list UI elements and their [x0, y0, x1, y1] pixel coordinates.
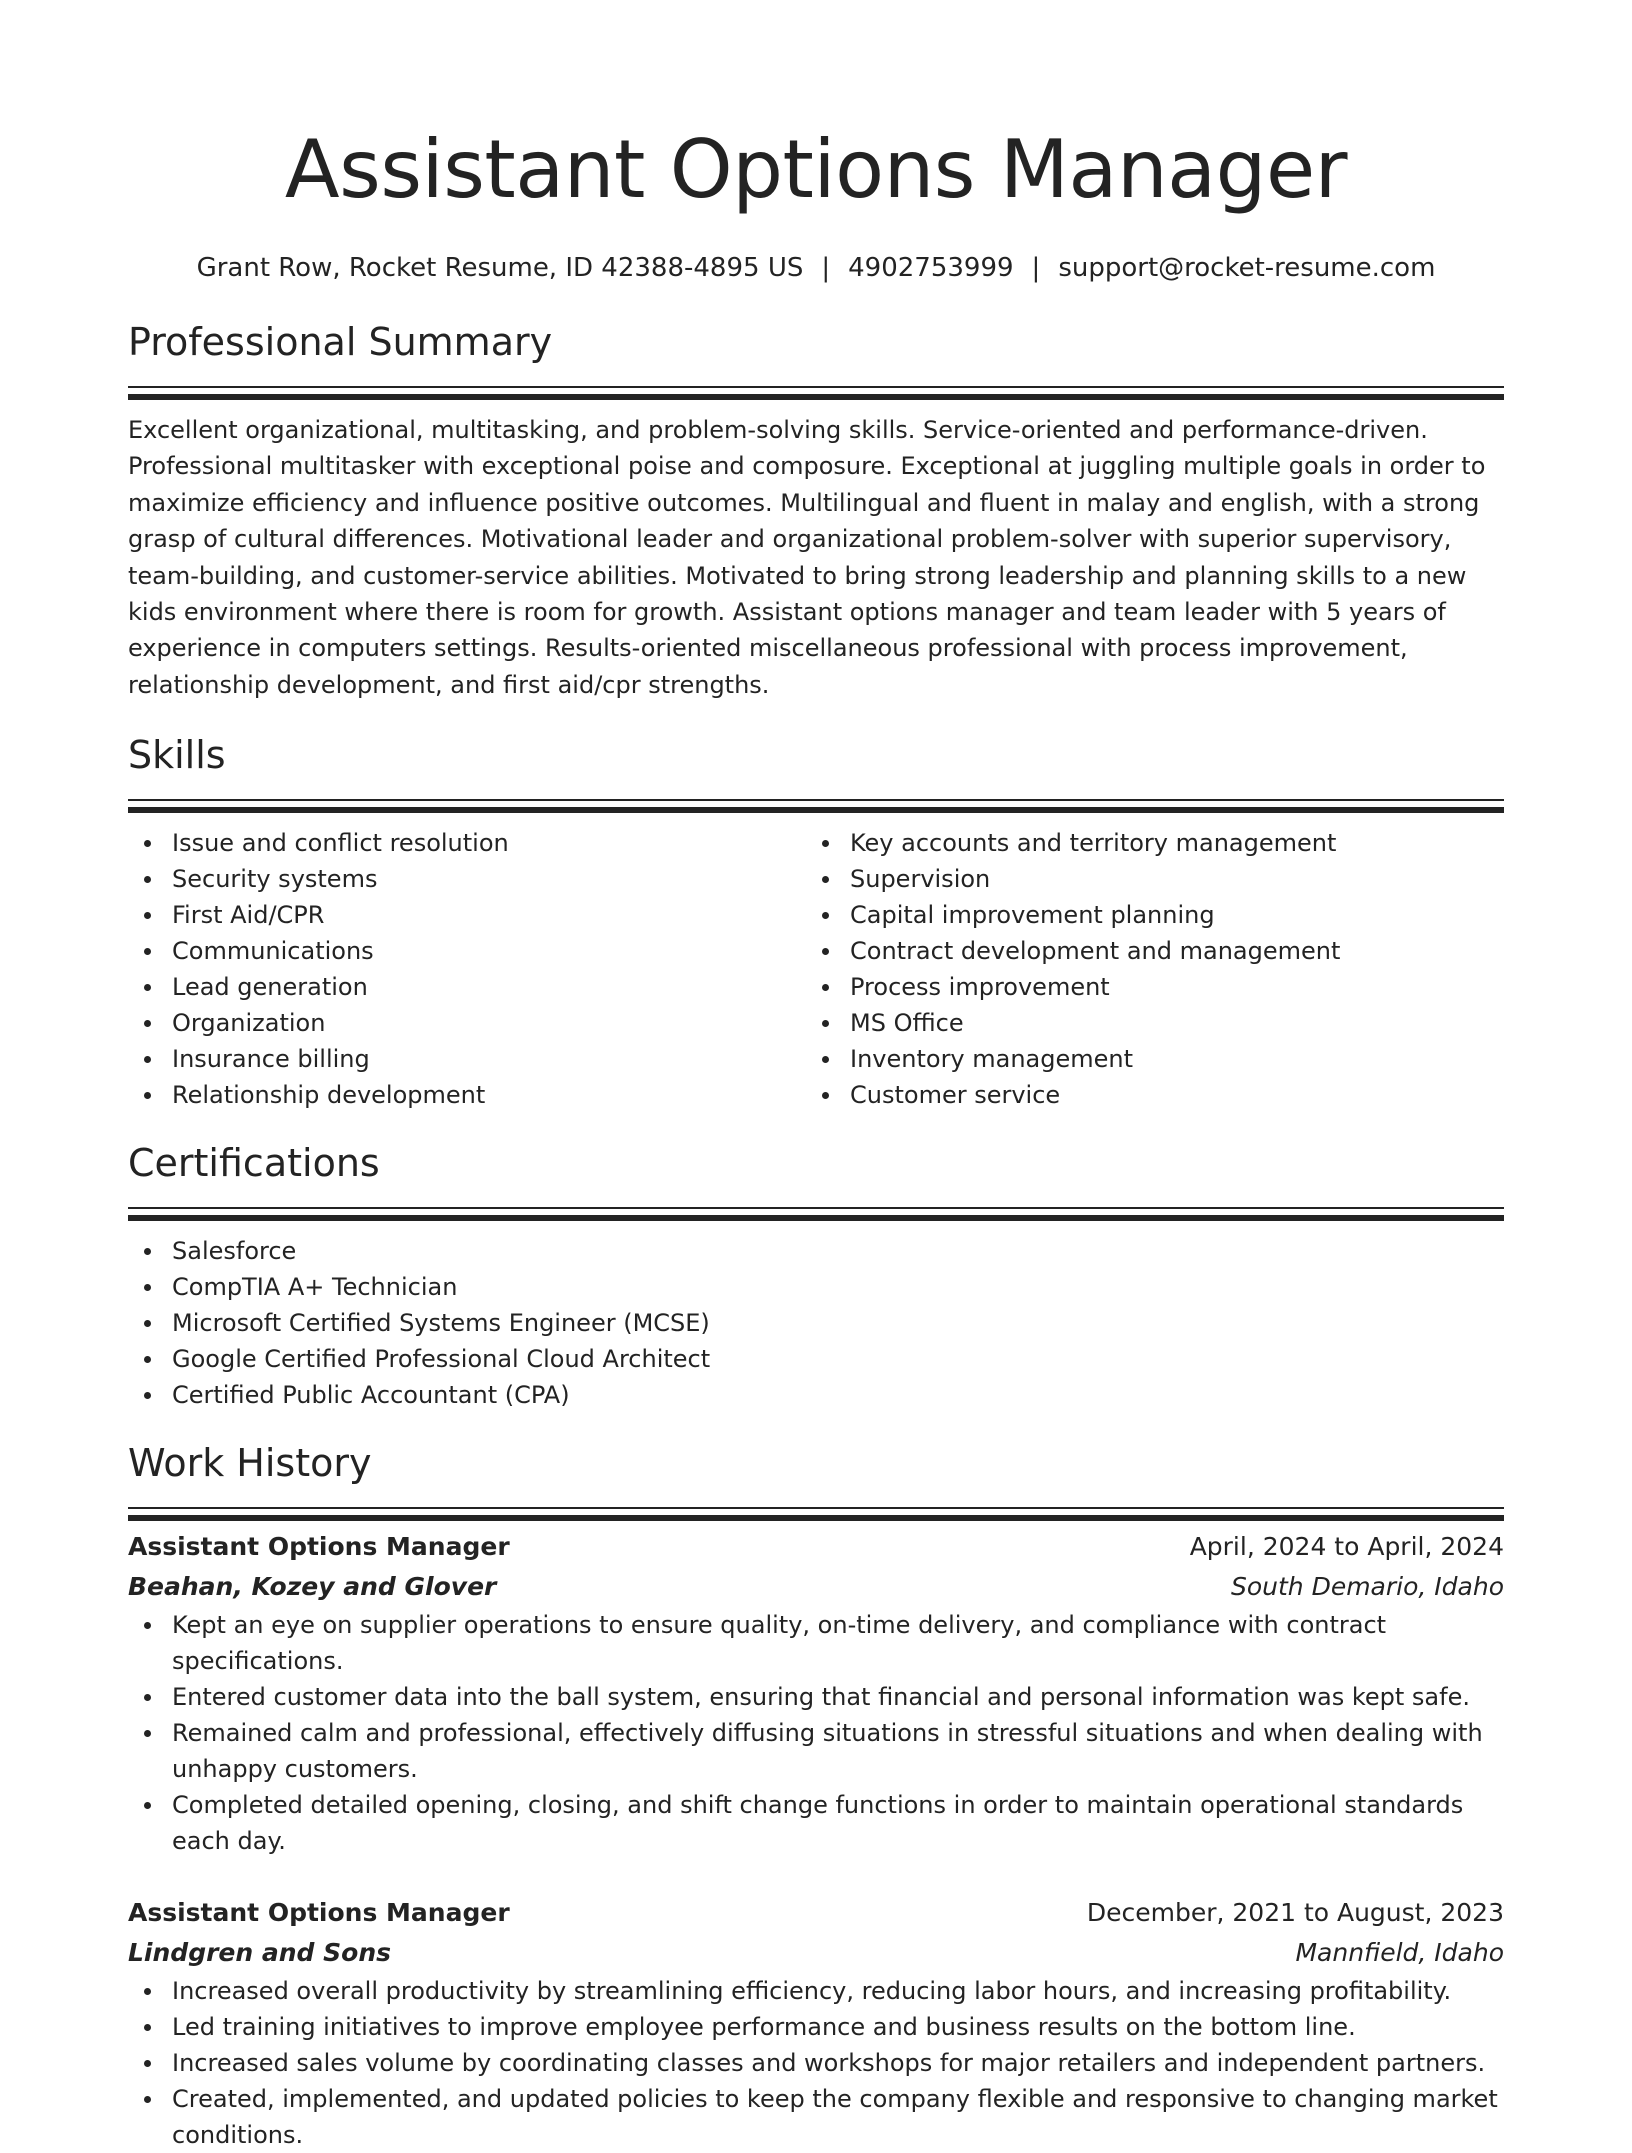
section-title-summary: Professional Summary [128, 320, 553, 364]
job-bullet: Entered customer data into the ball system, ensuring that financial and personal information was kept safe. [128, 1679, 1504, 1715]
job-location: South Demario, Idaho [1230, 1572, 1504, 1602]
job-location: Mannfield, Idaho [1295, 1938, 1504, 1968]
certification-item: Certified Public Accountant (CPA) [128, 1377, 1504, 1413]
email: support@rocket-resume.com [1058, 253, 1436, 283]
certification-item: Google Certified Professional Cloud Architect [128, 1341, 1504, 1377]
job-bullets [128, 1973, 1504, 2153]
skill-item: Organization [128, 1005, 806, 1041]
job-bullet: Completed detailed opening, closing, and shift change functions in order to maintain operational standards each day. [128, 1787, 1504, 1859]
skill-item: Insurance billing [128, 1041, 806, 1077]
contact-separator: | [821, 253, 831, 283]
skills-list-right [806, 825, 1484, 1113]
job-bullets [128, 1607, 1504, 1859]
section-divider [128, 799, 1504, 801]
section-divider [128, 1507, 1504, 1509]
skill-item: MS Office [806, 1005, 1484, 1041]
work-history-section [128, 1439, 1504, 2153]
certification-item: Microsoft Certified Systems Engineer (MCSE) [128, 1305, 1504, 1341]
job-bullet: Led training initiatives to improve employee performance and business results on the bottom line. [128, 2009, 1504, 2045]
summary-text: Excellent organizational, multitasking, and problem-solving skills. Service-oriented and performance-driven. Professional multitasker with exceptional poise and composure. Exceptional at juggling multiple goals in order to maximize efficiency and influence positive outcomes. Multilingual and fluent in malay and english, with a strong grasp of cultural differences. Motivational leader and organizational problem-solver with superior supervisory, team-building, and customer-service abilities. Motivated to bring strong leadership and planning skills to a new kids environment where there is room for growth. Assistant options manager and team leader with 5 years of experience in computers settings. Results-oriented miscellaneous professional with process improvement, relationship development, and first aid/cpr strengths. [128, 416, 1486, 699]
skill-item: First Aid/CPR [128, 897, 806, 933]
skill-item: Lead generation [128, 969, 806, 1005]
job-dates: December, 2021 to August, 2023 [1086, 1898, 1504, 1928]
resume-page [128, 0, 1504, 2153]
job-bullet: Kept an eye on supplier operations to ensure quality, on-time delivery, and compliance with contract specifications. [128, 1607, 1504, 1679]
section-title-work-history: Work History [128, 1441, 372, 1486]
skill-item: Customer service [806, 1077, 1484, 1113]
skills-section [128, 731, 1504, 1113]
summary-section [128, 318, 1504, 703]
job-entry [128, 1527, 1504, 1859]
skill-item: Inventory management [806, 1041, 1484, 1077]
skill-item: Issue and conflict resolution [128, 825, 806, 861]
skill-item: Contract development and management [806, 933, 1484, 969]
skill-item: Key accounts and territory management [806, 825, 1484, 861]
certifications-section [128, 1139, 1504, 1413]
job-title: Assistant Options Manager [128, 1898, 510, 1928]
job-title: Assistant Options Manager [128, 1532, 510, 1562]
job-company: Lindgren and Sons [128, 1938, 392, 1968]
section-divider [128, 386, 1504, 388]
skill-item: Relationship development [128, 1077, 806, 1113]
skills-list-left [128, 825, 806, 1113]
section-title-certifications: Certifications [128, 1141, 380, 1186]
skill-item: Communications [128, 933, 806, 969]
certification-item: Salesforce [128, 1233, 1504, 1269]
skill-item: Supervision [806, 861, 1484, 897]
certifications-list [128, 1233, 1504, 1413]
section-divider [128, 1207, 1504, 1209]
job-bullet: Increased sales volume by coordinating classes and workshops for major retailers and independent partners. [128, 2045, 1504, 2081]
skill-item: Security systems [128, 861, 806, 897]
candidate-name: Assistant Options Manager [284, 123, 1348, 216]
job-bullet: Remained calm and professional, effectively diffusing situations in stressful situations and when dealing with unhappy customers. [128, 1715, 1504, 1787]
contact-line [128, 252, 1504, 284]
job-bullet: Created, implemented, and updated policies to keep the company flexible and responsive to changing market conditions. [128, 2081, 1504, 2153]
job-entry [128, 1893, 1504, 2153]
skill-item: Process improvement [806, 969, 1484, 1005]
job-company: Beahan, Kozey and Glover [128, 1572, 497, 1602]
section-title-skills: Skills [128, 733, 226, 778]
phone: 4902753999 [848, 253, 1014, 283]
contact-separator: | [1031, 253, 1041, 283]
skill-item: Capital improvement planning [806, 897, 1484, 933]
job-bullet: Increased overall productivity by streamlining efficiency, reducing labor hours, and increasing profitability. [128, 1973, 1504, 2009]
address: Grant Row, Rocket Resume, ID 42388-4895 US [196, 253, 804, 283]
certification-item: CompTIA A+ Technician [128, 1269, 1504, 1305]
job-dates: April, 2024 to April, 2024 [1189, 1532, 1504, 1562]
